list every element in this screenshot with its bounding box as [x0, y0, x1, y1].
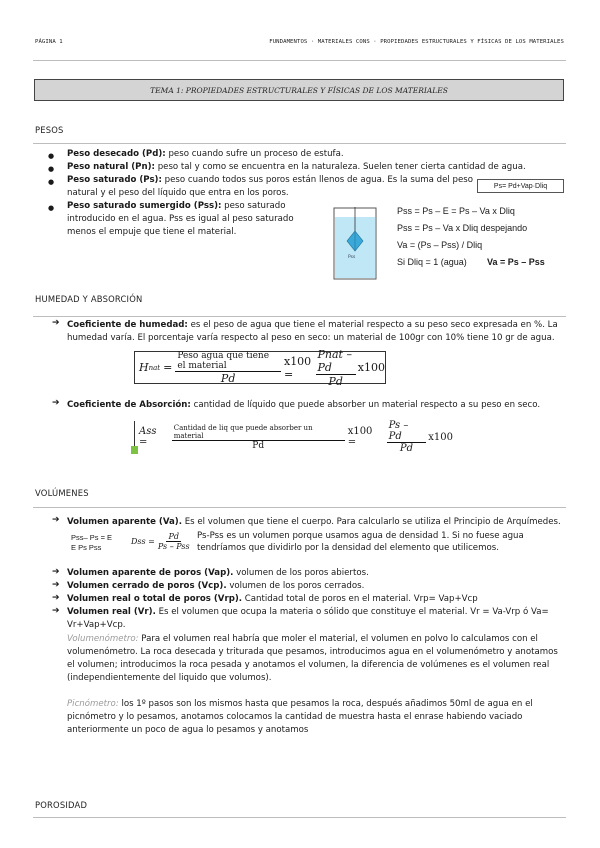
pesos-item-pn: Peso natural (Pn): peso tal y como se encuentra en la naturaleza. Suelen tener cierta cantidad de agua.: [67, 162, 526, 172]
arrow-icon: ➔: [52, 398, 60, 408]
volumenometro-line3: el volumen; introducimos la roca pesada y anotamos el volumen, la diferencia de volúmenes es el volumen real: [67, 660, 550, 670]
bullet: ●: [48, 204, 55, 212]
volumen-vr-line2: Vr+Vap+Vcp.: [67, 620, 126, 630]
absorcion-formula: Ass = $\frac{\text{Cantidad de liq que puede absorber un material}}{Pd}$ x100 = $\frac{Ps - Pd}{Pd}$ x100: [134, 421, 453, 453]
coef-humedad-line2: humedad varía. El porcentaje varía respecto al peso en seco: un material de 100gr con 10% tiene 10 gr de agua.: [67, 333, 555, 343]
bullet: ●: [48, 165, 55, 173]
pss-formula-1: Pss = Ps – E = Ps – Va x Dliq: [397, 206, 515, 216]
va-note-2: tendríamos que dividirlo por la densidad del elemento que utilicemos.: [197, 543, 499, 553]
picnometro-line3: anteriormente un poco de agua lo pesamos y anotamos: [67, 725, 309, 735]
pss-formula-5: Va = Ps – Pss: [487, 257, 545, 267]
humedad-heading: HUMEDAD Y ABSORCIÓN: [35, 294, 143, 304]
volumenometro-line4: (independientemente del liquido que volumos).: [67, 673, 272, 683]
ps-formula-box: Ps= Pd+Vap·Dliq: [477, 179, 564, 193]
divider-4: [33, 817, 566, 818]
volumenes-heading: VOLÚMENES: [35, 488, 89, 498]
pesos-item-ps-line2: natural y el peso del líquido que entra en los poros.: [67, 188, 289, 198]
mini-formula-2: Dss = $\frac{Pd}{\text{Ps – Pss}}$: [131, 532, 190, 551]
selection-marker: [131, 446, 138, 454]
coef-absorcion: Coeficiente de Absorción: cantidad de líquido que puede absorber un material respecto a su peso en seco.: [67, 400, 541, 410]
pesos-heading: PESOS: [35, 125, 64, 135]
pesos-item-ps: Peso saturado (Ps): peso cuando todos sus poros están llenos de agua. Es la suma del peso: [67, 175, 473, 185]
pss-formula-2: Pss = Ps – Va x Dliq despejando: [397, 223, 528, 233]
page-number: PÁGINA 1: [35, 39, 63, 45]
volumen-vrp: Volumen real o total de poros (Vrp). Cantidad total de poros en el material. Vrp= Vap+Vcp: [67, 594, 478, 604]
bullet: ●: [48, 178, 55, 186]
coef-humedad: Coeficiente de humedad: es el peso de agua que tiene el material respecto a su peso seco expresada en %. La: [67, 320, 558, 330]
humedad-formula: H nat = $\frac{\text{Peso agua que tiene el material}}{Pd}$ x100 = $\frac{\text{Pnat – Pd}}{Pd}$ x100: [134, 351, 386, 384]
section-title: TEMA 1: PROPIEDADES ESTRUCTURALES Y FÍSICAS DE LOS MATERIALES: [34, 79, 564, 101]
arrow-icon: ➔: [52, 515, 60, 525]
volumen-vap: Volumen aparente de poros (Vap). volumen de los poros abiertos.: [67, 568, 369, 578]
pesos-item-pd: Peso desecado (Pd): peso cuando sufre un proceso de estufa.: [67, 149, 344, 159]
picnometro-line2: picnómetro y lo pesamos, anotamos colocamos la cantidad de muestra hasta el enrase habiendo vaciado: [67, 712, 523, 722]
divider-3: [33, 507, 566, 508]
volumen-vr: Volumen real (Vr). Es el volumen que ocupa la materia o sólido que constituye el material. Vr = Va-Vrp ó Va=: [67, 607, 549, 617]
course-header: FUNDAMENTOS · MATERIALES CONS · PROPIEDADES ESTRUCTURALES Y FÍSICAS DE LOS MATERIALES: [269, 39, 564, 45]
divider-2: [33, 316, 566, 317]
volumen-vcp: Volumen cerrado de poros (Vcp). volumen de los poros cerrados.: [67, 581, 365, 591]
va-note-1: Ps-Pss es un volumen porque usamos agua de densidad 1. Si no fuese agua: [197, 531, 524, 541]
pesos-item-pss-line2: introducido en el agua. Pss es igual al peso saturado: [67, 214, 294, 224]
volumen-aparente: Volumen aparente (Va). Es el volumen que tiene el cuerpo. Para calcularlo se utiliza el Principio de Arquímedes.: [67, 517, 561, 527]
picnometro-para: Picnómetro: los 1º pasos son los mismos hasta que pesamos la roca, después añadimos 50ml de agua en el: [67, 699, 533, 709]
header-rule: [33, 60, 566, 61]
pss-formula-4: Si Dliq = 1 (agua): [397, 257, 467, 267]
bullet: ●: [48, 152, 55, 160]
pss-formula-3: Va = (Ps – Pss) / Dliq: [397, 240, 483, 250]
arrow-icon: ➔: [52, 567, 60, 577]
pesos-item-pss: Peso saturado sumergido (Pss): peso saturado: [67, 201, 286, 211]
beaker-diagram: [333, 207, 377, 280]
arrow-icon: ➔: [52, 593, 60, 603]
porosidad-heading: POROSIDAD: [35, 800, 88, 810]
mini-formula-1: Pss– Ps = E E Ps Pss: [71, 533, 113, 552]
volumenometro-line2: volumenómetro. La roca desecada y triturada que pesamos, introducimos agua en el volumenómetro y anotamos: [67, 647, 558, 657]
beaker-label: Pss: [348, 255, 356, 260]
volumenometro-para: Volumenómetro: Para el volumen real habría que moler el material, el volumen en polvo lo calculamos con el: [67, 634, 538, 644]
arrow-icon: ➔: [52, 318, 60, 328]
pesos-item-pss-line3: menos el empuje que tiene el material.: [67, 227, 237, 237]
arrow-icon: ➔: [52, 606, 60, 616]
divider-1: [33, 143, 566, 144]
arrow-icon: ➔: [52, 580, 60, 590]
